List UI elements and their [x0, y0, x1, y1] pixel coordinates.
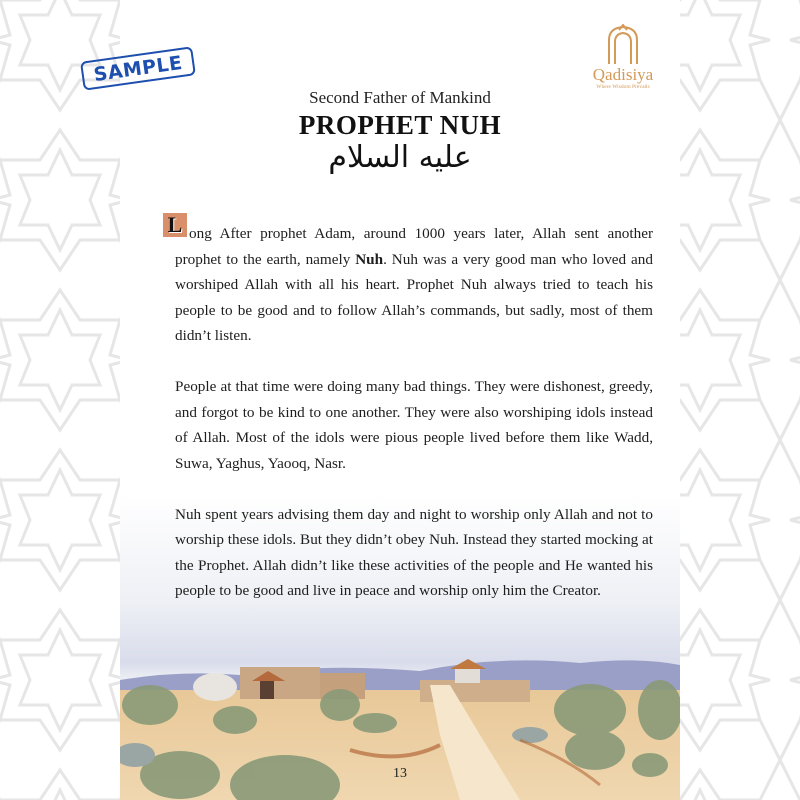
brand-name: Qadisiya [592, 65, 654, 84]
chapter-subtitle: Second Father of Mankind [309, 88, 491, 107]
paragraph-1-text: ong After prophet Adam, around 1000 years later, Allah sent another prophet to the earth, namely [175, 225, 653, 268]
chapter-title: PROPHET NUH [298, 110, 502, 140]
name-emphasis: Nuh [355, 250, 384, 268]
ornate-dropcap: L [163, 213, 187, 237]
paragraph-1-text-end: . Nuh was a very good man who loved and worshiped Allah with all his heart. Prophet Nuh always tried to teach his people to be good and to follow Allah’s commands, but sadly, most of them didn’t listen. [175, 250, 653, 344]
story-text [167, 212, 653, 629]
paragraph-1 [167, 212, 653, 349]
paragraph-2: People at that time were doing many bad things. They were dishonest, greedy, and forgot to be kind to one another. They were also worshiping idols instead of Allah. Most of the idols were pious people lived before them like Wadd, Suwa, Yaghus, Yaooq, Nasr. [175, 378, 653, 472]
sample-stamp: SAMPLE [80, 46, 196, 90]
page-number: 13 [393, 766, 407, 781]
arch-logo-icon [605, 24, 641, 64]
honorific-calligraphy: عليه السلام [328, 140, 472, 175]
publisher-logo [573, 24, 673, 91]
brand-tagline: Where Wisdom Prevails [596, 84, 650, 90]
paragraph-3: Nuh spent years advising them day and night to worship only Allah and not to worship these idols. But they didn’t obey Nuh. Instead they started mocking at the Prophet. Allah didn’t like these activities of the people and He wanted his people to be good and live in peace and worship only him the Creator. [175, 505, 653, 599]
